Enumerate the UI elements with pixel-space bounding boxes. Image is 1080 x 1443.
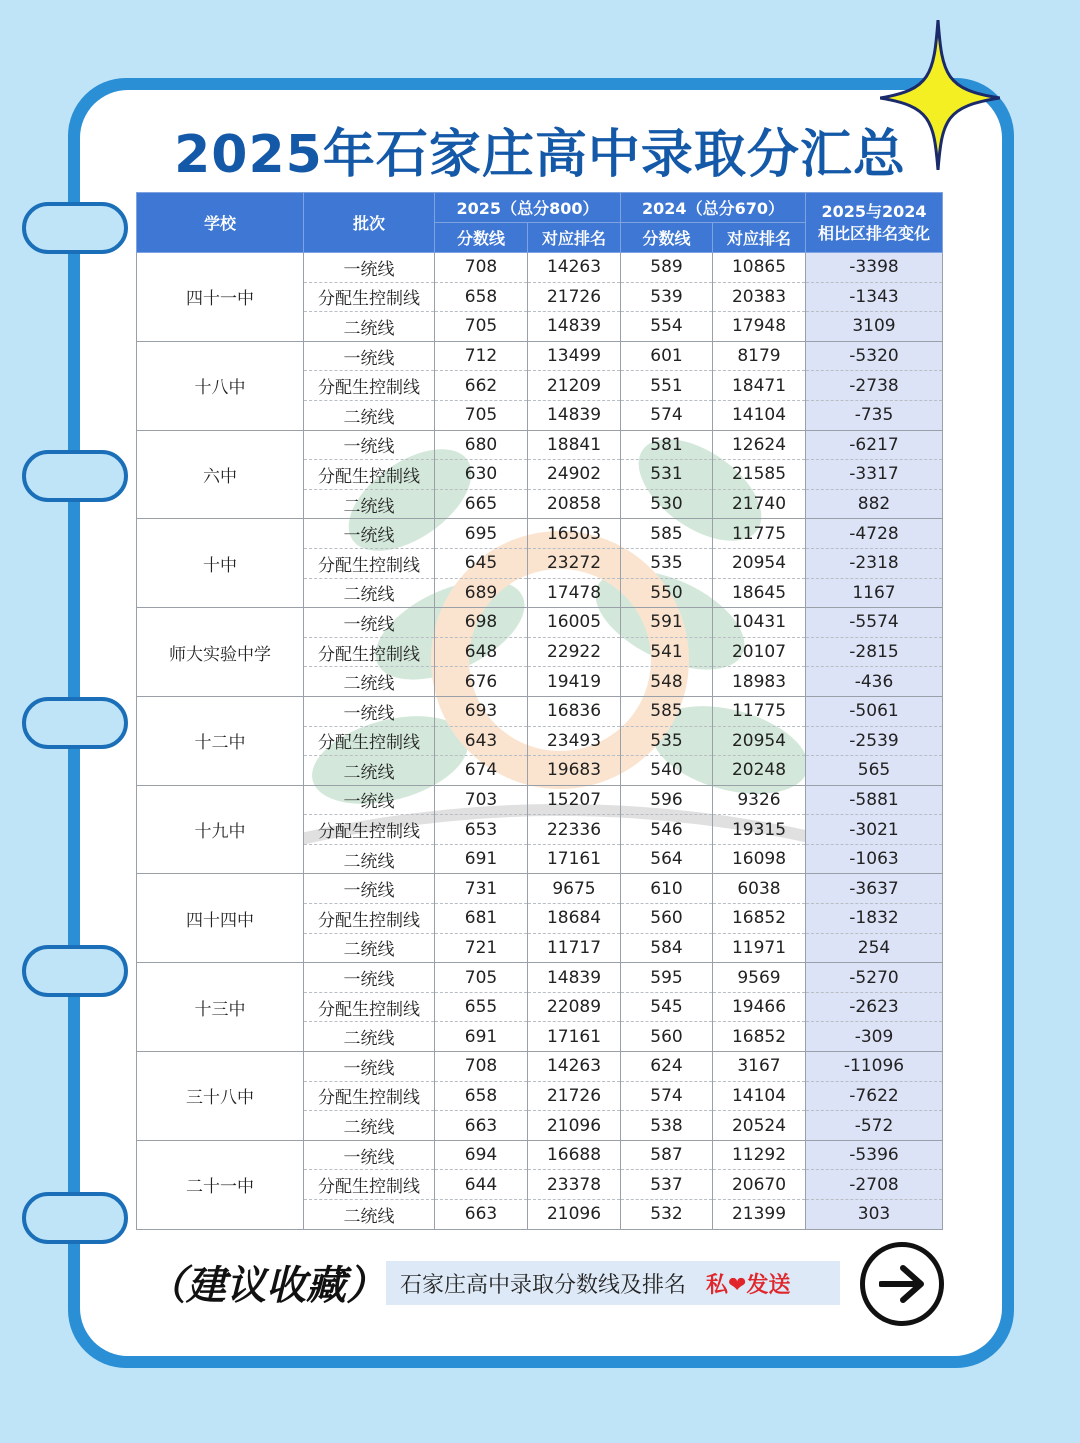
rank-2024-cell: 18983 — [713, 667, 806, 697]
rank-2025-cell: 20858 — [528, 489, 621, 519]
rank-2025-cell: 16836 — [528, 696, 621, 726]
rank-2025-cell: 23272 — [528, 548, 621, 578]
rank-change-cell: 882 — [806, 489, 943, 519]
footer-label: 石家庄高中录取分数线及排名 — [400, 1272, 687, 1298]
rank-2024-cell: 6038 — [713, 874, 806, 904]
rank-change-cell: -5061 — [806, 696, 943, 726]
table-row — [137, 874, 943, 904]
score-2025-cell: 693 — [435, 696, 528, 726]
bookmark-tip: （建议收藏） — [146, 1263, 386, 1309]
score-2025-cell: 705 — [435, 400, 528, 430]
score-2024-cell: 538 — [621, 1111, 713, 1141]
rank-2025-cell: 17161 — [528, 844, 621, 874]
score-2025-cell: 703 — [435, 785, 528, 815]
batch-cell: 一统线 — [304, 1140, 435, 1170]
school-name-cell: 十三中 — [137, 963, 304, 1052]
rank-change-cell: 3109 — [806, 312, 943, 342]
score-2025-cell: 694 — [435, 1140, 528, 1170]
header-2025: 2025（总分800） — [435, 193, 621, 223]
header-batch: 批次 — [304, 193, 435, 253]
rank-change-cell: -1343 — [806, 282, 943, 312]
score-2025-cell: 648 — [435, 637, 528, 667]
rank-2024-cell: 20107 — [713, 637, 806, 667]
score-2024-cell: 596 — [621, 785, 713, 815]
score-2024-cell: 540 — [621, 756, 713, 786]
rank-2025-cell: 22922 — [528, 637, 621, 667]
score-2025-cell: 708 — [435, 253, 528, 283]
rank-2024-cell: 14104 — [713, 1081, 806, 1111]
score-2025-cell: 630 — [435, 460, 528, 490]
score-2025-cell: 662 — [435, 371, 528, 401]
score-2024-cell: 545 — [621, 992, 713, 1022]
score-2024-cell: 584 — [621, 933, 713, 963]
next-arrow-button[interactable] — [860, 1242, 944, 1326]
score-2024-cell: 591 — [621, 608, 713, 638]
score-2024-cell: 581 — [621, 430, 713, 460]
header-rank-2025: 对应排名 — [528, 223, 621, 253]
score-2024-cell: 585 — [621, 519, 713, 549]
dm-prefix: 私 — [706, 1272, 729, 1298]
score-2025-cell: 653 — [435, 815, 528, 845]
rank-change-cell: -2623 — [806, 992, 943, 1022]
rank-change-cell: -1832 — [806, 904, 943, 934]
rank-2024-cell: 20670 — [713, 1170, 806, 1200]
score-2025-cell: 645 — [435, 548, 528, 578]
batch-cell: 一统线 — [304, 519, 435, 549]
header-2024: 2024（总分670） — [621, 193, 806, 223]
table-row — [137, 608, 943, 638]
batch-cell: 一统线 — [304, 696, 435, 726]
rank-2024-cell: 11775 — [713, 519, 806, 549]
rank-2025-cell: 14839 — [528, 312, 621, 342]
binder-ring — [22, 450, 128, 502]
rank-2024-cell: 18471 — [713, 371, 806, 401]
score-2024-cell: 574 — [621, 400, 713, 430]
score-2024-cell: 560 — [621, 1022, 713, 1052]
school-name-cell: 十九中 — [137, 785, 304, 874]
score-2025-cell: 663 — [435, 1111, 528, 1141]
table-row — [137, 1140, 943, 1170]
rank-2025-cell: 14263 — [528, 1052, 621, 1082]
score-2024-cell: 532 — [621, 1200, 713, 1230]
score-2024-cell: 587 — [621, 1140, 713, 1170]
batch-cell: 二统线 — [304, 578, 435, 608]
table-row — [137, 253, 943, 283]
rank-change-cell: -735 — [806, 400, 943, 430]
score-2025-cell: 731 — [435, 874, 528, 904]
batch-cell: 一统线 — [304, 253, 435, 283]
batch-cell: 一统线 — [304, 785, 435, 815]
dm-prompt — [706, 1268, 790, 1299]
score-2025-cell: 708 — [435, 1052, 528, 1082]
binder-ring — [22, 697, 128, 749]
header-school: 学校 — [137, 193, 304, 253]
rank-2024-cell: 11775 — [713, 696, 806, 726]
score-2025-cell: 643 — [435, 726, 528, 756]
rank-2024-cell: 9326 — [713, 785, 806, 815]
score-2025-cell: 658 — [435, 282, 528, 312]
rank-change-cell: -5320 — [806, 341, 943, 371]
score-2024-cell: 595 — [621, 963, 713, 993]
rank-2024-cell: 11971 — [713, 933, 806, 963]
score-2024-cell: 530 — [621, 489, 713, 519]
rank-2024-cell: 10865 — [713, 253, 806, 283]
batch-cell: 二统线 — [304, 844, 435, 874]
table-body — [137, 253, 943, 1230]
rank-2024-cell: 16852 — [713, 1022, 806, 1052]
rank-2025-cell: 14263 — [528, 253, 621, 283]
rank-2025-cell: 23493 — [528, 726, 621, 756]
header-rank-change-line1: 2025与2024 — [821, 201, 927, 221]
batch-cell: 二统线 — [304, 489, 435, 519]
score-2024-cell: 537 — [621, 1170, 713, 1200]
rank-change-cell: -2708 — [806, 1170, 943, 1200]
rank-change-cell: -5396 — [806, 1140, 943, 1170]
rank-change-cell: -4728 — [806, 519, 943, 549]
rank-2024-cell: 16852 — [713, 904, 806, 934]
rank-2024-cell: 21740 — [713, 489, 806, 519]
score-2024-cell: 585 — [621, 696, 713, 726]
rank-change-cell: -11096 — [806, 1052, 943, 1082]
batch-cell: 二统线 — [304, 756, 435, 786]
rank-change-cell: -2815 — [806, 637, 943, 667]
rank-2025-cell: 9675 — [528, 874, 621, 904]
score-2024-cell: 624 — [621, 1052, 713, 1082]
school-name-cell: 四十一中 — [137, 253, 304, 342]
rank-2024-cell: 19315 — [713, 815, 806, 845]
rank-2024-cell: 20248 — [713, 756, 806, 786]
batch-cell: 分配生控制线 — [304, 904, 435, 934]
score-2025-cell: 676 — [435, 667, 528, 697]
batch-cell: 分配生控制线 — [304, 1081, 435, 1111]
rank-2024-cell: 17948 — [713, 312, 806, 342]
rank-2025-cell: 19683 — [528, 756, 621, 786]
rank-2025-cell: 21726 — [528, 282, 621, 312]
batch-cell: 一统线 — [304, 963, 435, 993]
rank-2025-cell: 22089 — [528, 992, 621, 1022]
rank-change-cell: -7622 — [806, 1081, 943, 1111]
batch-cell: 二统线 — [304, 1200, 435, 1230]
rank-2024-cell: 16098 — [713, 844, 806, 874]
score-2024-cell: 574 — [621, 1081, 713, 1111]
rank-2024-cell: 18645 — [713, 578, 806, 608]
batch-cell: 一统线 — [304, 430, 435, 460]
score-2024-cell: 550 — [621, 578, 713, 608]
page-title: 2025年石家庄高中录取分汇总 — [174, 125, 906, 185]
score-2025-cell: 680 — [435, 430, 528, 460]
rank-2024-cell: 21399 — [713, 1200, 806, 1230]
score-2024-cell: 546 — [621, 815, 713, 845]
rank-2025-cell: 21726 — [528, 1081, 621, 1111]
header-rank-change — [806, 193, 943, 253]
score-2025-cell: 691 — [435, 1022, 528, 1052]
score-2025-cell: 691 — [435, 844, 528, 874]
school-name-cell: 师大实验中学 — [137, 608, 304, 697]
batch-cell: 二统线 — [304, 667, 435, 697]
score-2025-cell: 655 — [435, 992, 528, 1022]
rank-change-cell: 254 — [806, 933, 943, 963]
batch-cell: 二统线 — [304, 933, 435, 963]
score-2025-cell: 658 — [435, 1081, 528, 1111]
table-row — [137, 696, 943, 726]
school-name-cell: 十八中 — [137, 341, 304, 430]
school-name-cell: 二十一中 — [137, 1140, 304, 1229]
rank-2025-cell: 15207 — [528, 785, 621, 815]
table-row — [137, 519, 943, 549]
batch-cell: 分配生控制线 — [304, 460, 435, 490]
batch-cell: 二统线 — [304, 1022, 435, 1052]
school-name-cell: 十中 — [137, 519, 304, 608]
rank-2025-cell: 17161 — [528, 1022, 621, 1052]
batch-cell: 二统线 — [304, 312, 435, 342]
batch-cell: 一统线 — [304, 874, 435, 904]
rank-2025-cell: 19419 — [528, 667, 621, 697]
score-2024-cell: 560 — [621, 904, 713, 934]
rank-change-cell: -2738 — [806, 371, 943, 401]
rank-2025-cell: 21096 — [528, 1111, 621, 1141]
header-score-2024: 分数线 — [621, 223, 713, 253]
rank-change-cell: -2539 — [806, 726, 943, 756]
score-2024-cell: 541 — [621, 637, 713, 667]
rank-change-cell: 565 — [806, 756, 943, 786]
batch-cell: 分配生控制线 — [304, 637, 435, 667]
rank-change-cell: 1167 — [806, 578, 943, 608]
score-2024-cell: 551 — [621, 371, 713, 401]
rank-change-cell: -1063 — [806, 844, 943, 874]
score-2025-cell: 674 — [435, 756, 528, 786]
rank-2024-cell: 20383 — [713, 282, 806, 312]
header-score-2025: 分数线 — [435, 223, 528, 253]
score-2025-cell: 689 — [435, 578, 528, 608]
header-rank-2024: 对应排名 — [713, 223, 806, 253]
rank-2025-cell: 18841 — [528, 430, 621, 460]
rank-2024-cell: 14104 — [713, 400, 806, 430]
rank-change-cell: -2318 — [806, 548, 943, 578]
score-2024-cell: 531 — [621, 460, 713, 490]
batch-cell: 分配生控制线 — [304, 548, 435, 578]
rank-2025-cell: 23378 — [528, 1170, 621, 1200]
score-2024-cell: 535 — [621, 726, 713, 756]
dm-suffix: 发送 — [746, 1272, 791, 1298]
heart-icon: ❤ — [728, 1272, 747, 1298]
rank-2024-cell: 9569 — [713, 963, 806, 993]
rank-2025-cell: 21096 — [528, 1200, 621, 1230]
rank-2025-cell: 22336 — [528, 815, 621, 845]
school-name-cell: 四十四中 — [137, 874, 304, 963]
rank-2025-cell: 24902 — [528, 460, 621, 490]
batch-cell: 分配生控制线 — [304, 282, 435, 312]
rank-2024-cell: 20954 — [713, 726, 806, 756]
rank-2024-cell: 3167 — [713, 1052, 806, 1082]
batch-cell: 一统线 — [304, 608, 435, 638]
rank-2025-cell: 16688 — [528, 1140, 621, 1170]
batch-cell: 一统线 — [304, 1052, 435, 1082]
batch-cell: 分配生控制线 — [304, 371, 435, 401]
score-2025-cell: 665 — [435, 489, 528, 519]
score-2025-cell: 681 — [435, 904, 528, 934]
score-2025-cell: 644 — [435, 1170, 528, 1200]
score-2025-cell: 695 — [435, 519, 528, 549]
rank-change-cell: -6217 — [806, 430, 943, 460]
rank-2025-cell: 11717 — [528, 933, 621, 963]
school-name-cell: 六中 — [137, 430, 304, 519]
score-2024-cell: 539 — [621, 282, 713, 312]
table-row — [137, 341, 943, 371]
footer-banner — [386, 1261, 840, 1305]
batch-cell: 分配生控制线 — [304, 1170, 435, 1200]
table-row — [137, 430, 943, 460]
binder-ring — [22, 1192, 128, 1244]
rank-2024-cell: 10431 — [713, 608, 806, 638]
rank-change-cell: 303 — [806, 1200, 943, 1230]
batch-cell: 分配生控制线 — [304, 726, 435, 756]
batch-cell: 分配生控制线 — [304, 992, 435, 1022]
arrow-right-icon — [879, 1264, 925, 1304]
rank-2025-cell: 18684 — [528, 904, 621, 934]
binder-ring — [22, 202, 128, 254]
score-2024-cell: 601 — [621, 341, 713, 371]
score-2024-cell: 589 — [621, 253, 713, 283]
score-2025-cell: 712 — [435, 341, 528, 371]
rank-2024-cell: 19466 — [713, 992, 806, 1022]
score-2025-cell: 705 — [435, 312, 528, 342]
score-2024-cell: 548 — [621, 667, 713, 697]
rank-2024-cell: 12624 — [713, 430, 806, 460]
score-2024-cell: 554 — [621, 312, 713, 342]
table-row — [137, 1052, 943, 1082]
table-row — [137, 785, 943, 815]
rank-2025-cell: 16503 — [528, 519, 621, 549]
admission-score-table — [136, 192, 943, 1230]
rank-2025-cell: 16005 — [528, 608, 621, 638]
score-2025-cell: 698 — [435, 608, 528, 638]
rank-change-cell: -572 — [806, 1111, 943, 1141]
rank-2024-cell: 21585 — [713, 460, 806, 490]
batch-cell: 二统线 — [304, 1111, 435, 1141]
score-2025-cell: 705 — [435, 963, 528, 993]
score-2025-cell: 721 — [435, 933, 528, 963]
rank-2024-cell: 11292 — [713, 1140, 806, 1170]
rank-2025-cell: 14839 — [528, 963, 621, 993]
rank-change-cell: -5270 — [806, 963, 943, 993]
school-name-cell: 十二中 — [137, 696, 304, 785]
rank-2025-cell: 13499 — [528, 341, 621, 371]
school-name-cell: 三十八中 — [137, 1052, 304, 1141]
rank-change-cell: -5574 — [806, 608, 943, 638]
table-row — [137, 963, 943, 993]
rank-2025-cell: 17478 — [528, 578, 621, 608]
header-rank-change-line2: 相比区排名变化 — [817, 223, 930, 243]
binder-ring — [22, 945, 128, 997]
batch-cell: 二统线 — [304, 400, 435, 430]
rank-change-cell: -3637 — [806, 874, 943, 904]
rank-change-cell: -3317 — [806, 460, 943, 490]
rank-change-cell: -436 — [806, 667, 943, 697]
rank-2024-cell: 20954 — [713, 548, 806, 578]
rank-2024-cell: 8179 — [713, 341, 806, 371]
rank-change-cell: -3398 — [806, 253, 943, 283]
score-2024-cell: 610 — [621, 874, 713, 904]
rank-change-cell: -3021 — [806, 815, 943, 845]
score-2024-cell: 564 — [621, 844, 713, 874]
batch-cell: 一统线 — [304, 341, 435, 371]
batch-cell: 分配生控制线 — [304, 815, 435, 845]
score-2025-cell: 663 — [435, 1200, 528, 1230]
rank-2024-cell: 20524 — [713, 1111, 806, 1141]
rank-change-cell: -5881 — [806, 785, 943, 815]
rank-change-cell: -309 — [806, 1022, 943, 1052]
rank-2025-cell: 21209 — [528, 371, 621, 401]
score-2024-cell: 535 — [621, 548, 713, 578]
rank-2025-cell: 14839 — [528, 400, 621, 430]
